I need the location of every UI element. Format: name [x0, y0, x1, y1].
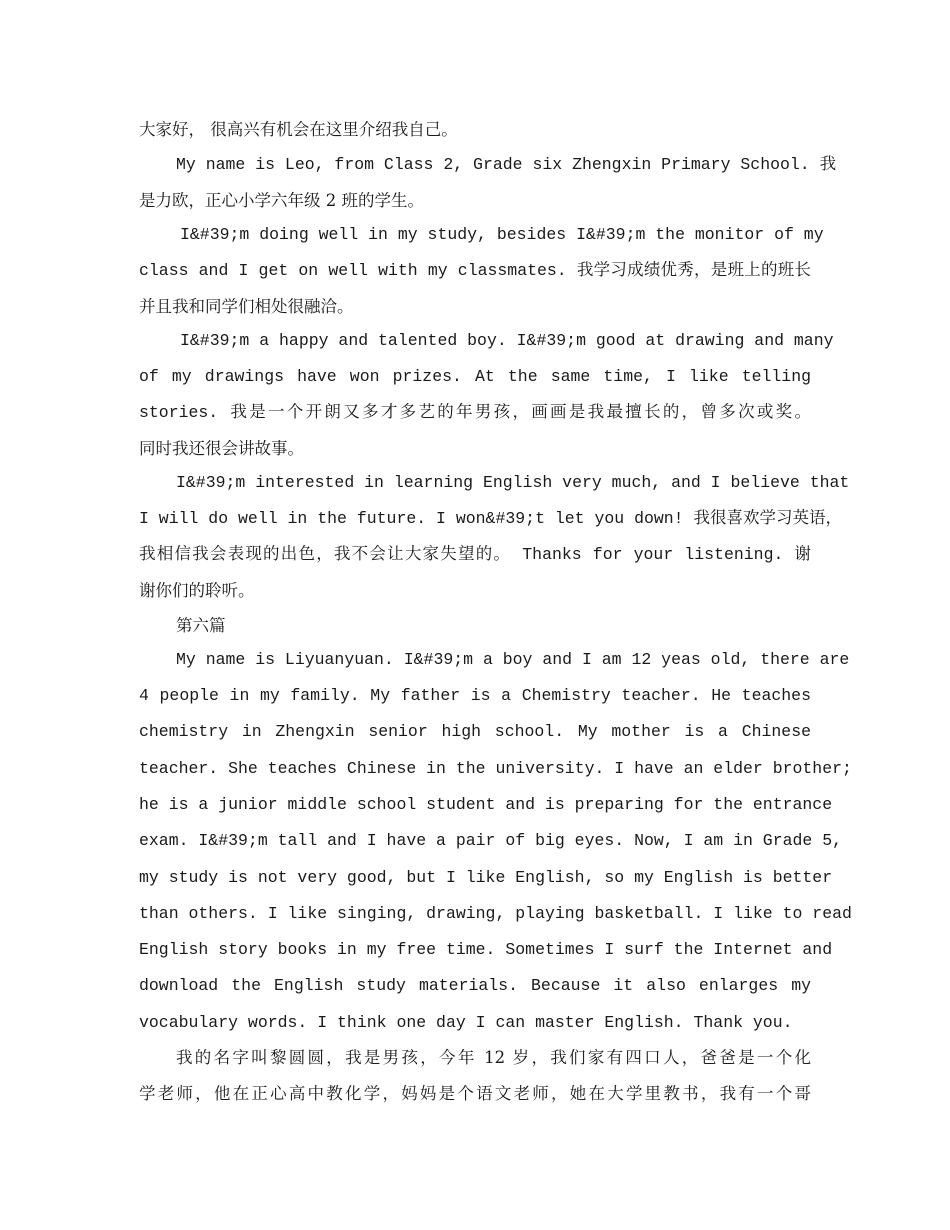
text-line: than others. I like singing, drawing, playing basketball. I like to read	[139, 904, 852, 923]
text-line: My name is Liyuanyuan. I&#39;m a boy and I am 12 yeas old, there are	[176, 650, 850, 669]
text-line: my study is not very good, but I like English, so my English is better	[139, 868, 833, 887]
text-line: he is a junior middle school student and is preparing for the entrance	[139, 795, 833, 814]
text-line: My name is Leo, from Class 2, Grade six Zhengxin Primary School. 我	[176, 155, 837, 174]
text-line: 并且我和同学们相处很融洽。	[139, 297, 354, 316]
text-line: I&#39;m interested in learning English very much, and I believe that	[176, 473, 850, 492]
text-line: stories. 我是一个开朗又多才多艺的年男孩，画画是我最擅长的，曾多次或奖。	[139, 403, 811, 422]
section-heading: 第六篇	[176, 616, 226, 635]
text-line: 谢你们的聆听。	[139, 581, 255, 600]
text-line: 学老师，他在正心高中教化学，妈妈是个语文老师，她在大学里教书，我有一个哥	[139, 1084, 811, 1103]
text-line: I will do well in the future. I won&#39;t let you down! 我很喜欢学习英语，	[139, 509, 842, 528]
text-line: 是力欧，正心小学六年级 2 班的学生。	[139, 191, 424, 210]
text-line: download the English study materials. Because it also enlarges my	[139, 976, 811, 995]
text-line: vocabulary words. I think one day I can master English. Thank you.	[139, 1013, 793, 1032]
text-line: class and I get on well with my classmates. 我学习成绩优秀，是班上的班长	[139, 261, 811, 280]
text-line: 我的名字叫黎圆圆，我是男孩，今年 12 岁，我们家有四口人，爸爸是一个化	[176, 1048, 811, 1067]
text-line: I&#39;m a happy and talented boy. I&#39;m good at drawing and many	[180, 331, 834, 350]
text-line: English story books in my free time. Sometimes I surf the Internet and	[139, 940, 833, 959]
text-line: 同时我还很会讲故事。	[139, 439, 304, 458]
text-line: 4 people in my family. My father is a Chemistry teacher. He teaches	[139, 686, 811, 705]
text-line: 大家好， 很高兴有机会在这里介绍我自己。	[139, 120, 458, 139]
text-line: 我相信我会表现的出色，我不会让大家失望的。 Thanks for your listening. 谢	[139, 545, 811, 564]
text-line: I&#39;m doing well in my study, besides I&#39;m the monitor of my	[180, 225, 824, 244]
text-line: exam. I&#39;m tall and I have a pair of big eyes. Now, I am in Grade 5,	[139, 831, 843, 850]
text-line: teacher. She teaches Chinese in the university. I have an elder brother;	[139, 759, 852, 778]
text-line: of my drawings have won prizes. At the same time, I like telling	[139, 367, 811, 386]
text-line: chemistry in Zhengxin senior high school. My mother is a Chinese	[139, 722, 811, 741]
